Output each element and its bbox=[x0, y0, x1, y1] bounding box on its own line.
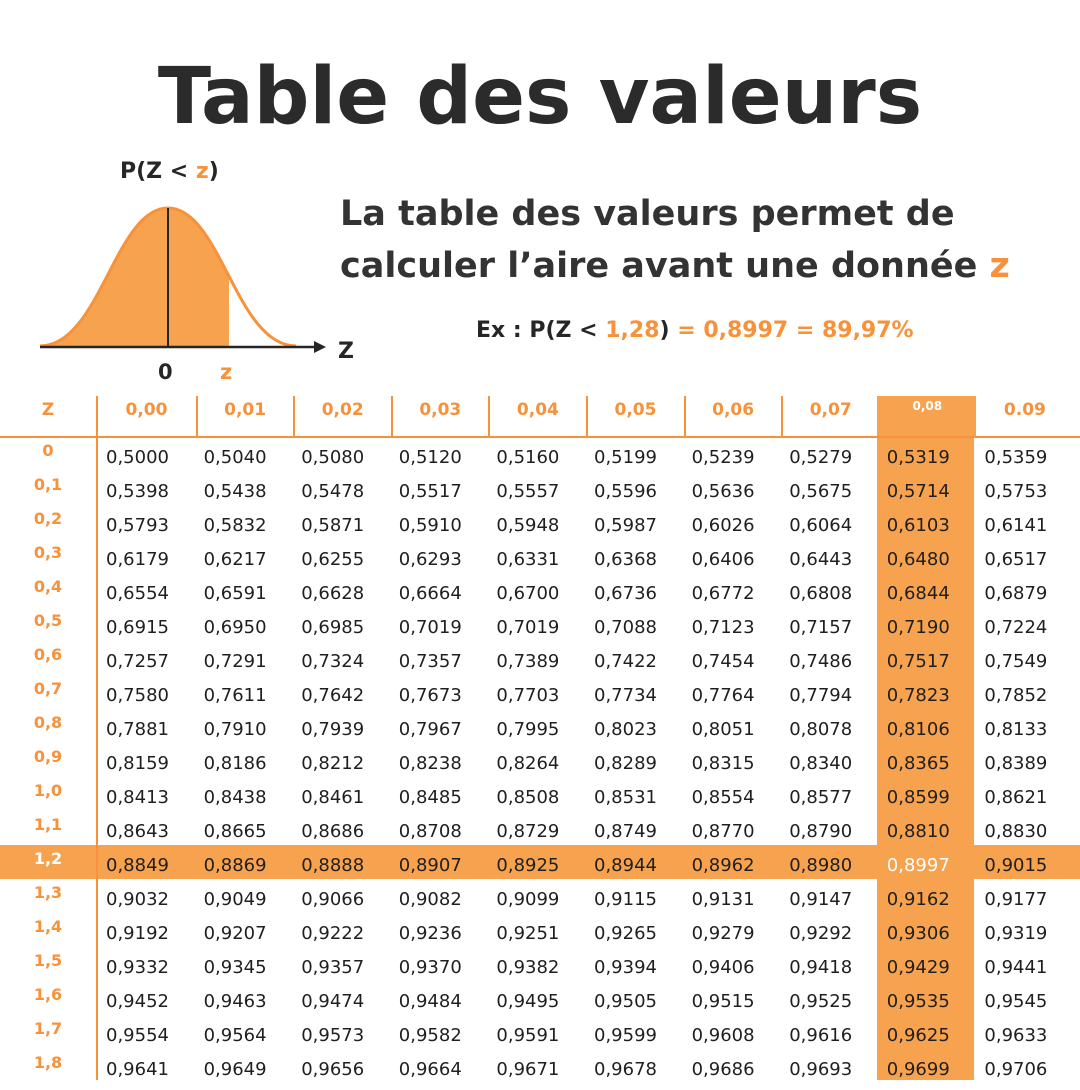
table-cell: 0,9633 bbox=[984, 1025, 1048, 1046]
table-cell: 0,6406 bbox=[691, 549, 755, 570]
table-cell: 0,9554 bbox=[106, 1025, 169, 1046]
table-cell: 0,9406 bbox=[691, 957, 755, 978]
table-cell: 0,8599 bbox=[886, 787, 950, 808]
table-cell: 0,7794 bbox=[789, 685, 853, 706]
table-cell: 0,8461 bbox=[301, 787, 365, 808]
table-cell: 0,6772 bbox=[691, 583, 755, 604]
table-cell: 0,8944 bbox=[594, 855, 657, 876]
table-cell: 0,5160 bbox=[496, 447, 560, 468]
table-row bbox=[0, 676, 1080, 710]
table-cell: 0,6217 bbox=[203, 549, 267, 570]
table-cell: 0,7823 bbox=[886, 685, 950, 706]
column-header: 0,06 bbox=[684, 396, 781, 436]
column-header: 0,08 bbox=[879, 396, 976, 436]
table-cell: 0,9505 bbox=[594, 991, 657, 1012]
table-cell: 0,5239 bbox=[691, 447, 755, 468]
table-cell: 0,5040 bbox=[203, 447, 267, 468]
table-cell: 0,9162 bbox=[886, 889, 950, 910]
table-cell: 0,9251 bbox=[496, 923, 560, 944]
table-cell: 0,6331 bbox=[496, 549, 560, 570]
table-cell: 0,7454 bbox=[691, 651, 755, 672]
row-z-label: 1,8 bbox=[33, 1053, 63, 1072]
table-row bbox=[0, 608, 1080, 642]
table-cell: 0,8389 bbox=[984, 753, 1048, 774]
table-cell: 0,9082 bbox=[398, 889, 462, 910]
column-header: 0,07 bbox=[781, 396, 878, 436]
description-line-1: La table des valeurs permet de bbox=[340, 194, 955, 234]
table-cell: 0,7291 bbox=[203, 651, 267, 672]
table-cell: 0,7486 bbox=[789, 651, 853, 672]
table-cell: 0,7642 bbox=[301, 685, 365, 706]
row-z-label: 1,3 bbox=[33, 883, 63, 902]
row-z-label: 0 bbox=[42, 441, 54, 460]
table-cell: 0,5557 bbox=[496, 481, 560, 502]
table-cell: 0,9306 bbox=[886, 923, 950, 944]
table-cell: 0,6293 bbox=[398, 549, 462, 570]
table-cell: 0,9664 bbox=[398, 1059, 462, 1080]
table-cell: 0,6026 bbox=[691, 515, 755, 536]
table-cell: 0,6443 bbox=[789, 549, 853, 570]
table-cell: 0,9115 bbox=[594, 889, 657, 910]
table-cell: 0,9265 bbox=[594, 923, 657, 944]
table-row bbox=[0, 506, 1080, 540]
table-cell: 0,7123 bbox=[691, 617, 755, 638]
table-cell: 0,7357 bbox=[398, 651, 462, 672]
table-cell: 0,8621 bbox=[984, 787, 1048, 808]
table-cell: 0,6255 bbox=[301, 549, 365, 570]
table-cell: 0,8962 bbox=[691, 855, 755, 876]
column-header: 0,02 bbox=[293, 396, 390, 436]
column-header: 0,04 bbox=[488, 396, 585, 436]
table-cell: 0,7939 bbox=[301, 719, 365, 740]
table-cell: 0,7611 bbox=[203, 685, 267, 706]
table-cell: 0,8708 bbox=[398, 821, 462, 842]
table-cell: 0,6517 bbox=[984, 549, 1048, 570]
table-cell: 0,9131 bbox=[691, 889, 755, 910]
table-cell: 0,8643 bbox=[106, 821, 169, 842]
column-header: 0,05 bbox=[586, 396, 683, 436]
table-cell: 0,9706 bbox=[984, 1059, 1048, 1080]
probability-label: P(Z < z) bbox=[120, 159, 219, 184]
table-cell: 0,6141 bbox=[984, 515, 1048, 536]
table-cell: 0,7088 bbox=[594, 617, 657, 638]
table-cell: 0,9591 bbox=[496, 1025, 560, 1046]
table-cell: 0,9625 bbox=[886, 1025, 950, 1046]
table-cell: 0,8997 bbox=[886, 855, 950, 876]
table-cell: 0,9177 bbox=[984, 889, 1048, 910]
table-cell: 0,9394 bbox=[594, 957, 657, 978]
table-cell: 0,7549 bbox=[984, 651, 1048, 672]
table-cell: 0,5596 bbox=[594, 481, 657, 502]
table-cell: 0,6554 bbox=[106, 583, 169, 604]
table-cell: 0,8051 bbox=[691, 719, 755, 740]
table-cell: 0,6664 bbox=[398, 583, 462, 604]
table-cell: 0,6700 bbox=[496, 583, 560, 604]
example-prefix: Ex : P(Z < bbox=[476, 318, 606, 343]
table-cell: 0,9649 bbox=[203, 1059, 267, 1080]
table-cell: 0,6179 bbox=[106, 549, 169, 570]
description-line-2: calculer l’aire avant une donnée bbox=[340, 246, 978, 286]
table-cell: 0,8264 bbox=[496, 753, 560, 774]
table-cell: 0,8531 bbox=[594, 787, 657, 808]
axis-label: Z bbox=[338, 339, 354, 364]
table-cell: 0,9693 bbox=[789, 1059, 853, 1080]
table-cell: 0,8554 bbox=[691, 787, 755, 808]
table-cell: 0,5948 bbox=[496, 515, 560, 536]
table-cell: 0,8686 bbox=[301, 821, 365, 842]
table-row bbox=[0, 540, 1080, 574]
table-cell: 0,9319 bbox=[984, 923, 1048, 944]
table-cell: 0,7580 bbox=[106, 685, 169, 706]
column-header: 0,03 bbox=[391, 396, 488, 436]
table-cell: 0,6480 bbox=[886, 549, 950, 570]
table-cell: 0,5871 bbox=[301, 515, 365, 536]
column-header: 0,00 bbox=[125, 400, 168, 420]
table-cell: 0,8770 bbox=[691, 821, 755, 842]
table-cell: 0,6736 bbox=[594, 583, 657, 604]
table-row bbox=[0, 472, 1080, 506]
table-row bbox=[0, 914, 1080, 948]
row-z-label: 0,9 bbox=[33, 747, 63, 766]
table-cell: 0,5080 bbox=[301, 447, 365, 468]
table-cell: 0,5517 bbox=[398, 481, 462, 502]
table-cell: 0,9015 bbox=[984, 855, 1048, 876]
table-cell: 0,5398 bbox=[106, 481, 169, 502]
table-cell: 0,8888 bbox=[301, 855, 365, 876]
row-z-label: 0,3 bbox=[33, 543, 63, 562]
table-cell: 0,9332 bbox=[106, 957, 169, 978]
row-z-label: 0,2 bbox=[33, 509, 63, 528]
table-cell: 0,5675 bbox=[789, 481, 853, 502]
table-cell: 0,6985 bbox=[301, 617, 365, 638]
table-cell: 0,8907 bbox=[398, 855, 462, 876]
table-cell: 0,8106 bbox=[886, 719, 950, 740]
table-cell: 0,8365 bbox=[886, 753, 950, 774]
table-cell: 0,8289 bbox=[594, 753, 657, 774]
table-cell: 0,8438 bbox=[203, 787, 267, 808]
table-cell: 0,9370 bbox=[398, 957, 462, 978]
row-z-label: 1,0 bbox=[33, 781, 63, 800]
table-cell: 0,7881 bbox=[106, 719, 169, 740]
table-cell: 0,8849 bbox=[106, 855, 169, 876]
table-cell: 0,5199 bbox=[594, 447, 657, 468]
row-z-label: 1,4 bbox=[33, 917, 63, 936]
table-cell: 0,7673 bbox=[398, 685, 462, 706]
table-cell: 0,9207 bbox=[203, 923, 267, 944]
row-z-label: 1,7 bbox=[33, 1019, 63, 1038]
table-cell: 0,9452 bbox=[106, 991, 169, 1012]
table-cell: 0,9192 bbox=[106, 923, 169, 944]
table-cell: 0,9441 bbox=[984, 957, 1048, 978]
example-z-value: 1,28 bbox=[605, 318, 660, 343]
example-close: ) bbox=[659, 318, 670, 343]
table-cell: 0,5478 bbox=[301, 481, 365, 502]
table-cell: 0,6950 bbox=[203, 617, 267, 638]
table-cell: 0,8790 bbox=[789, 821, 853, 842]
table-cell: 0,9525 bbox=[789, 991, 853, 1012]
table-cell: 0,8238 bbox=[398, 753, 462, 774]
table-cell: 0,5636 bbox=[691, 481, 755, 502]
table-row bbox=[0, 744, 1080, 778]
table-cell: 0,8159 bbox=[106, 753, 169, 774]
table-cell: 0,7422 bbox=[594, 651, 657, 672]
table-cell: 0,9573 bbox=[301, 1025, 365, 1046]
table-cell: 0,7967 bbox=[398, 719, 462, 740]
row-z-label: 1,1 bbox=[33, 815, 63, 834]
table-cell: 0,5359 bbox=[984, 447, 1048, 468]
table-cell: 0,6915 bbox=[106, 617, 169, 638]
table-cell: 0,9656 bbox=[301, 1059, 365, 1080]
table-cell: 0,8665 bbox=[203, 821, 267, 842]
table-cell: 0,8810 bbox=[886, 821, 950, 842]
table-cell: 0,5319 bbox=[886, 447, 950, 468]
example-formula bbox=[476, 318, 914, 343]
table-row bbox=[0, 642, 1080, 676]
table-cell: 0,7224 bbox=[984, 617, 1048, 638]
table-cell: 0,9099 bbox=[496, 889, 560, 910]
table-row bbox=[0, 710, 1080, 744]
row-z-label: 1,5 bbox=[33, 951, 63, 970]
table-cell: 0,9671 bbox=[496, 1059, 560, 1080]
table-cell: 0,6628 bbox=[301, 583, 365, 604]
table-cell: 0,7019 bbox=[496, 617, 560, 638]
row-z-label: 0,4 bbox=[33, 577, 63, 596]
description bbox=[340, 188, 1070, 292]
table-cell: 0,8023 bbox=[594, 719, 657, 740]
table-cell: 0,8078 bbox=[789, 719, 853, 740]
table-cell: 0,8413 bbox=[106, 787, 169, 808]
table-cell: 0,7764 bbox=[691, 685, 755, 706]
table-cell: 0,9678 bbox=[594, 1059, 657, 1080]
table-cell: 0,7852 bbox=[984, 685, 1048, 706]
table-row bbox=[0, 880, 1080, 914]
table-cell: 0,9535 bbox=[886, 991, 950, 1012]
table-cell: 0,9418 bbox=[789, 957, 853, 978]
table-cell: 0,9474 bbox=[301, 991, 365, 1012]
table-cell: 0,9049 bbox=[203, 889, 267, 910]
table-cell: 0,9515 bbox=[691, 991, 755, 1012]
table-cell: 0,8869 bbox=[203, 855, 267, 876]
table-cell: 0,8749 bbox=[594, 821, 657, 842]
table-cell: 0,5714 bbox=[886, 481, 950, 502]
table-cell: 0,9484 bbox=[398, 991, 462, 1012]
row-z-label: 0,6 bbox=[33, 645, 63, 664]
table-cell: 0,8980 bbox=[789, 855, 853, 876]
row-z-label: 0,5 bbox=[33, 611, 63, 630]
z-column-header: Z bbox=[41, 400, 55, 420]
table-cell: 0,9641 bbox=[106, 1059, 169, 1080]
table-cell: 0,9616 bbox=[789, 1025, 853, 1046]
normal-curve-figure bbox=[30, 150, 370, 390]
table-cell: 0,9608 bbox=[691, 1025, 755, 1046]
table-row bbox=[0, 846, 1080, 880]
table-cell: 0,9222 bbox=[301, 923, 365, 944]
table-cell: 0,6103 bbox=[886, 515, 950, 536]
table-cell: 0,7257 bbox=[106, 651, 169, 672]
table-cell: 0,8577 bbox=[789, 787, 853, 808]
table-cell: 0,9236 bbox=[398, 923, 462, 944]
table-row bbox=[0, 1016, 1080, 1050]
table-cell: 0,9066 bbox=[301, 889, 365, 910]
z-marker-label: z bbox=[220, 360, 233, 384]
table-row bbox=[0, 574, 1080, 608]
table-cell: 0,8485 bbox=[398, 787, 462, 808]
table-cell: 0,9345 bbox=[203, 957, 267, 978]
table-cell: 0,5120 bbox=[398, 447, 462, 468]
table-cell: 0,5279 bbox=[789, 447, 853, 468]
table-cell: 0,9357 bbox=[301, 957, 365, 978]
table-cell: 0,7517 bbox=[886, 651, 950, 672]
table-row bbox=[0, 438, 1080, 472]
row-z-label: 0,7 bbox=[33, 679, 63, 698]
table-cell: 0,7019 bbox=[398, 617, 462, 638]
table-cell: 0,6844 bbox=[886, 583, 950, 604]
table-cell: 0,8508 bbox=[496, 787, 560, 808]
table-cell: 0,9463 bbox=[203, 991, 267, 1012]
column-header: 0.09 bbox=[1003, 400, 1046, 420]
table-cell: 0,9279 bbox=[691, 923, 755, 944]
page-title: Table des valeurs bbox=[157, 52, 923, 142]
table-cell: 0,9032 bbox=[106, 889, 169, 910]
table-cell: 0,5832 bbox=[203, 515, 267, 536]
description-highlight: z bbox=[989, 246, 1010, 286]
table-cell: 0,9495 bbox=[496, 991, 560, 1012]
table-cell: 0,9564 bbox=[203, 1025, 267, 1046]
row-z-label: 0,1 bbox=[33, 475, 63, 494]
table-row bbox=[0, 778, 1080, 812]
table-cell: 0,9686 bbox=[691, 1059, 755, 1080]
table-cell: 0,5438 bbox=[203, 481, 267, 502]
table-row bbox=[0, 982, 1080, 1016]
table-cell: 0,6591 bbox=[203, 583, 267, 604]
table-cell: 0,9292 bbox=[789, 923, 853, 944]
table-cell: 0,8340 bbox=[789, 753, 853, 774]
table-cell: 0,9382 bbox=[496, 957, 560, 978]
table-cell: 0,6879 bbox=[984, 583, 1048, 604]
table-cell: 0,9147 bbox=[789, 889, 853, 910]
table-cell: 0,7995 bbox=[496, 719, 560, 740]
table-row bbox=[0, 948, 1080, 982]
zero-label: 0 bbox=[158, 360, 173, 384]
table-cell: 0,7389 bbox=[496, 651, 560, 672]
row-z-label: 1,2 bbox=[33, 849, 63, 868]
table-cell: 0,9699 bbox=[886, 1059, 950, 1080]
table-row bbox=[0, 812, 1080, 846]
table-cell: 0,8315 bbox=[691, 753, 755, 774]
example-result: = 0,8997 = 89,97% bbox=[669, 318, 914, 343]
table-cell: 0,5910 bbox=[398, 515, 462, 536]
table-cell: 0,7734 bbox=[594, 685, 657, 706]
table-row bbox=[0, 1050, 1080, 1084]
table-cell: 0,8186 bbox=[203, 753, 267, 774]
table-cell: 0,6368 bbox=[594, 549, 657, 570]
table-cell: 0,6064 bbox=[789, 515, 853, 536]
table-cell: 0,7190 bbox=[886, 617, 950, 638]
table-cell: 0,5000 bbox=[106, 447, 169, 468]
table-cell: 0,5793 bbox=[106, 515, 169, 536]
table-cell: 0,9599 bbox=[594, 1025, 657, 1046]
table-cell: 0,8133 bbox=[984, 719, 1048, 740]
table-cell: 0,5753 bbox=[984, 481, 1048, 502]
table-cell: 0,6808 bbox=[789, 583, 853, 604]
table-cell: 0,9429 bbox=[886, 957, 950, 978]
table-cell: 0,9545 bbox=[984, 991, 1048, 1012]
table-cell: 0,7157 bbox=[789, 617, 853, 638]
table-cell: 0,7910 bbox=[203, 719, 267, 740]
table-cell: 0,7324 bbox=[301, 651, 365, 672]
table-cell: 0,9582 bbox=[398, 1025, 462, 1046]
row-z-label: 0,8 bbox=[33, 713, 63, 732]
table-cell: 0,7703 bbox=[496, 685, 560, 706]
table-cell: 0,5987 bbox=[594, 515, 657, 536]
table-cell: 0,8729 bbox=[496, 821, 560, 842]
table-cell: 0,8830 bbox=[984, 821, 1048, 842]
column-header: 0,01 bbox=[196, 396, 293, 436]
row-z-label: 1,6 bbox=[33, 985, 63, 1004]
axis-arrow-icon bbox=[314, 341, 326, 353]
table-cell: 0,8212 bbox=[301, 753, 365, 774]
table-cell: 0,8925 bbox=[496, 855, 560, 876]
